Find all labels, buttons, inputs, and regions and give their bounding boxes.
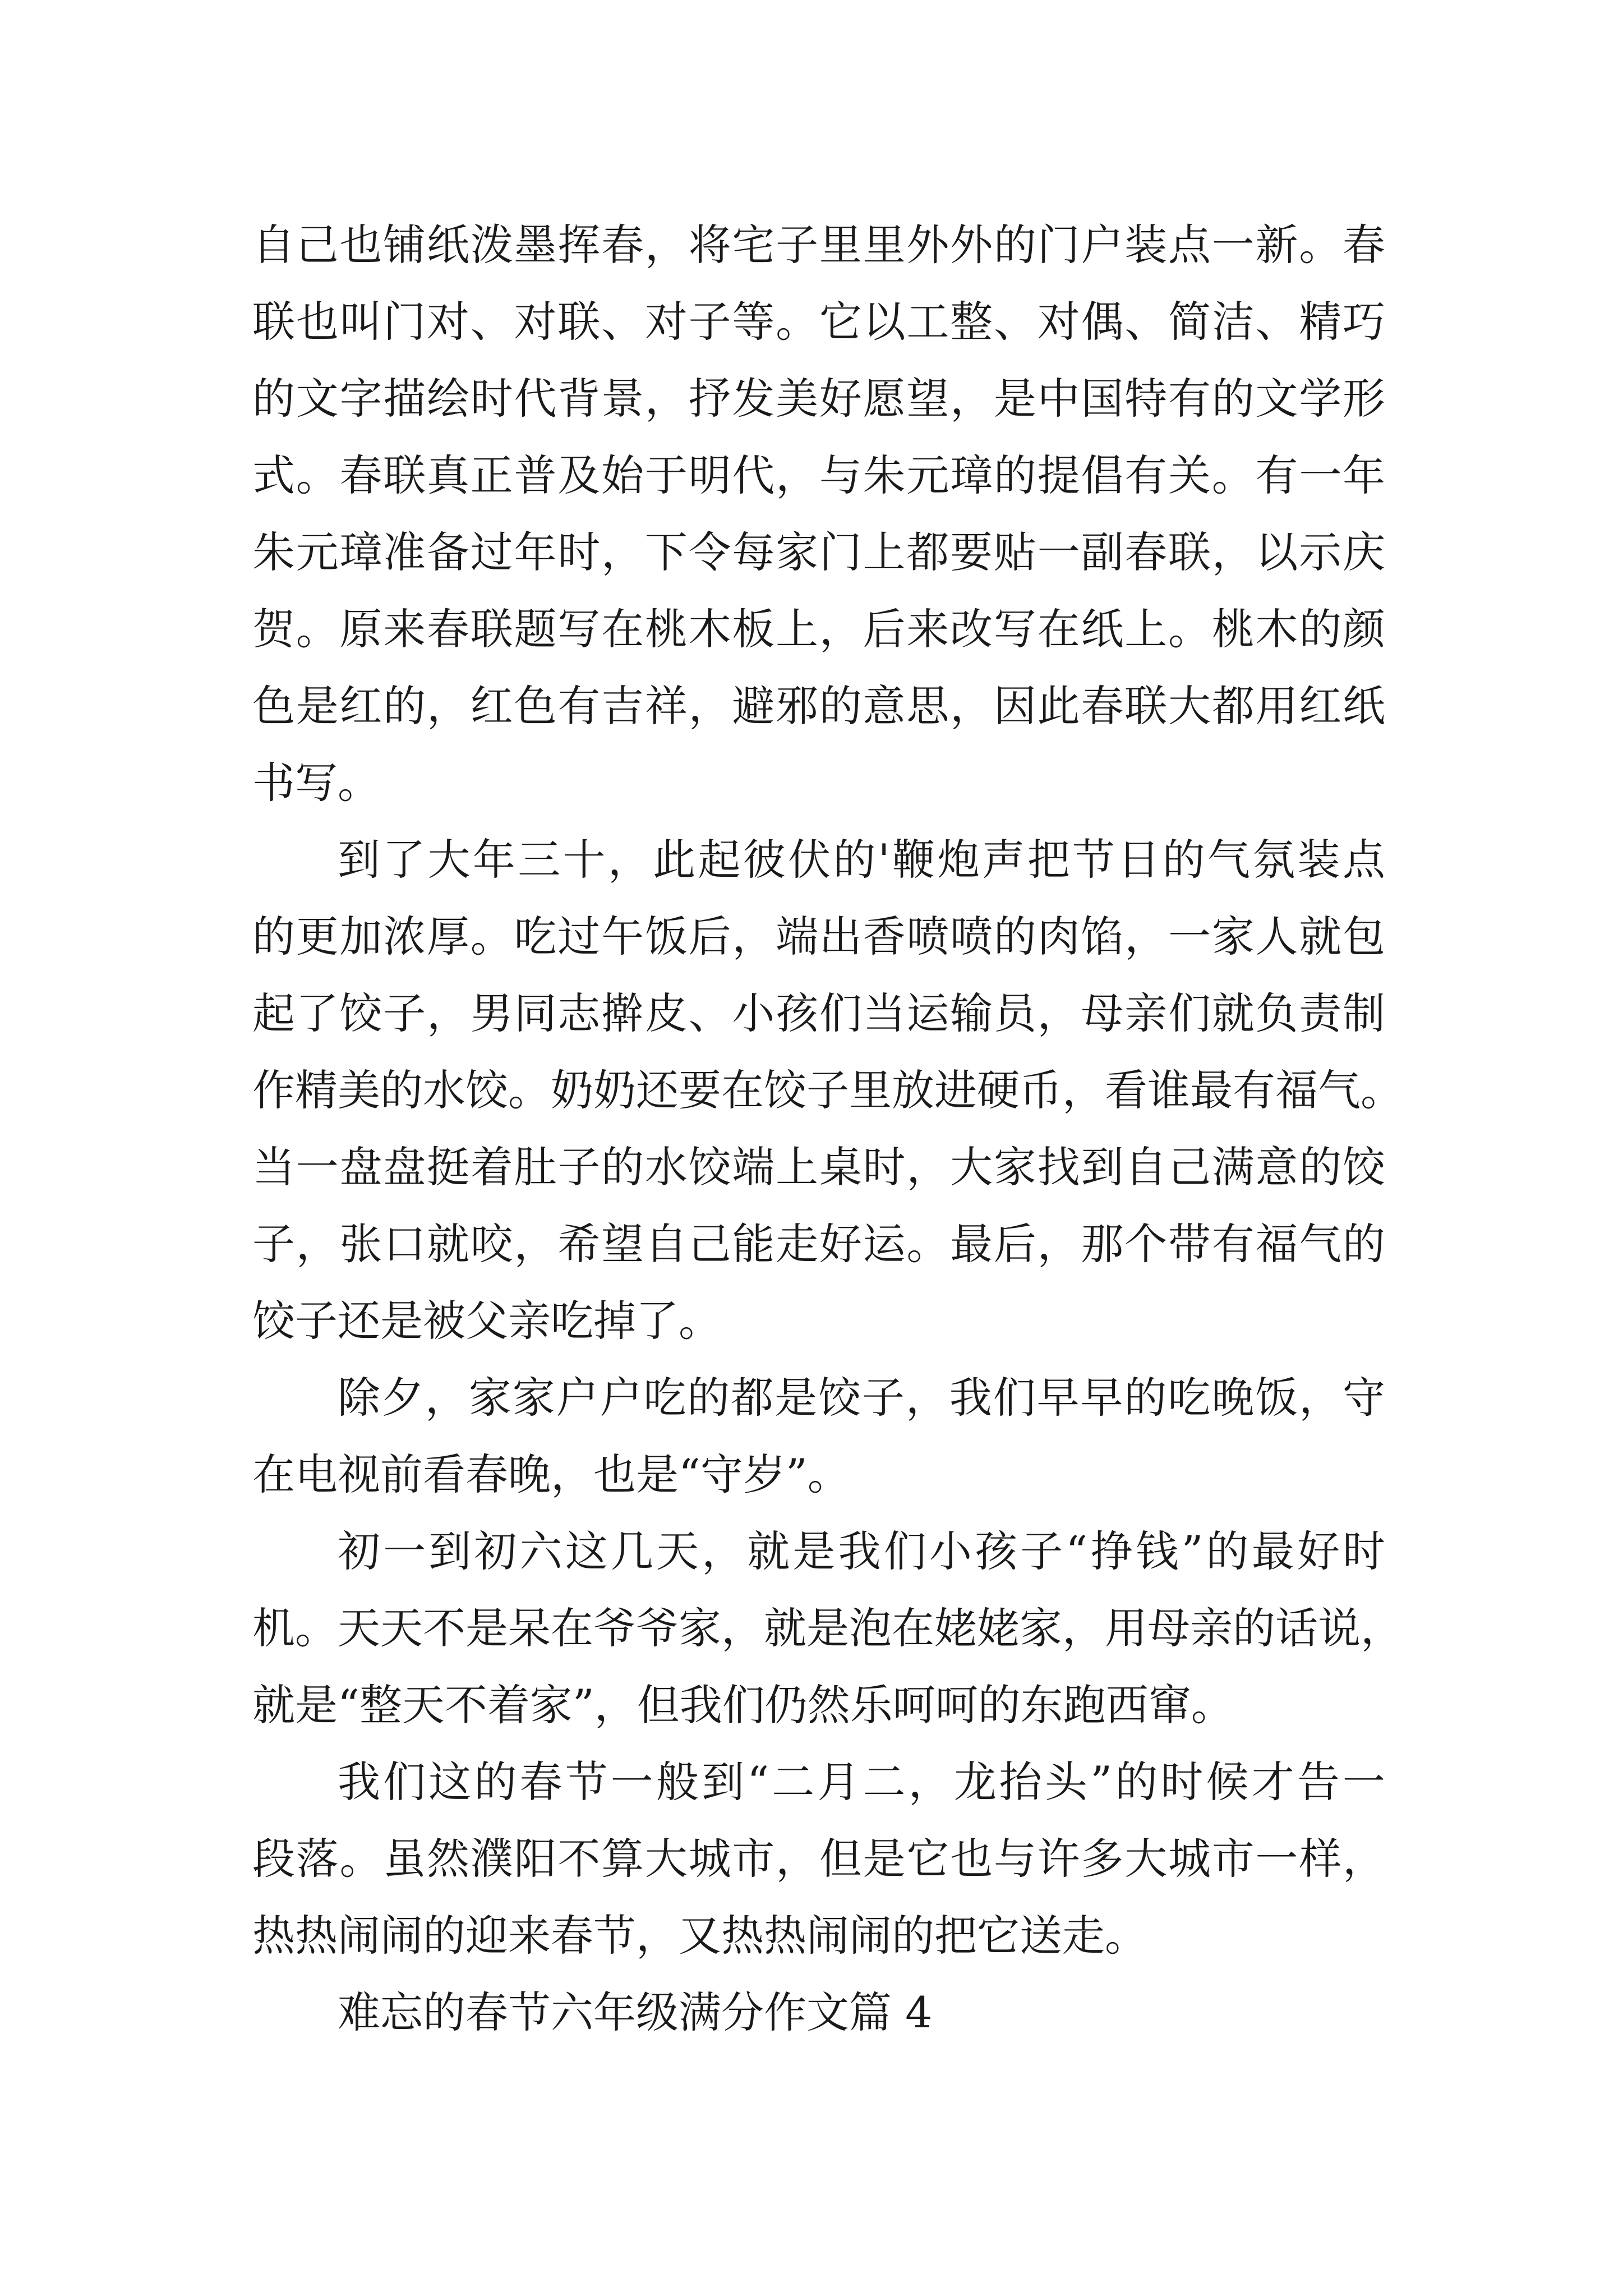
text-line: 自己也铺纸泼墨挥春，将宅子里里外外的门户装点一新。春 [252, 220, 1385, 270]
text-line: 初一到初六这几天，就是我们小孩子“挣钱”的最好时 [338, 1526, 1385, 1576]
text-line: 饺子还是被父亲吃掉了。 [252, 1296, 721, 1346]
paragraph [252, 821, 1403, 1359]
text-line: 在电视前看春晚，也是“守岁”。 [252, 1450, 850, 1499]
text-line: 到了大年三十，此起彼伏的'鞭炮声把节日的气氛装点 [338, 835, 1385, 885]
section-heading [252, 1974, 1385, 2051]
text-line: 就是“整天不着家”，但我们仍然乐呵呵的东跑西窜。 [252, 1680, 1234, 1730]
text-line: 朱元璋准备过年时，下令每家门上都要贴一副春联，以示庆 [252, 527, 1385, 577]
text-line: 色是红的，红色有吉祥，避邪的意思，因此春联大都用红纸 [252, 681, 1385, 731]
text-line: 的文字描绘时代背景，抒发美好愿望，是中国特有的文学形 [252, 374, 1385, 424]
heading-line: 难忘的春节六年级满分作文篇 4 [338, 1987, 933, 2037]
text-line: 热热闹闹的迎来春节，又热热闹闹的把它送走。 [252, 1911, 1147, 1961]
text-line: 机。天天不是呆在爷爷家，就是泡在姥姥家，用母亲的话说， [252, 1603, 1403, 1653]
paragraph [252, 1743, 1385, 1974]
text-line: 式。春联真正普及始于明代，与朱元璋的提倡有关。有一年 [252, 450, 1385, 500]
text-line: 除夕，家家户户吃的都是饺子，我们早早的吃晚饭，守 [338, 1373, 1385, 1423]
text-line: 作精美的水饺。奶奶还要在饺子里放进硬币，看谁最有福气。 [252, 1065, 1403, 1115]
text-line: 段落。虽然濮阳不算大城市，但是它也与许多大城市一样， [252, 1834, 1385, 1884]
text-line: 当一盘盘挺着肚子的水饺端上桌时，大家找到自己满意的饺 [252, 1142, 1385, 1192]
text-line: 书写。 [252, 758, 380, 808]
text-line: 我们这的春节一般到“二月二，龙抬头”的时候才告一 [338, 1757, 1385, 1807]
paragraph [252, 1359, 1385, 1513]
paragraph [252, 206, 1385, 821]
document-body [252, 206, 1403, 2051]
text-line: 子，张口就咬，希望自己能走好运。最后，那个带有福气的 [252, 1219, 1385, 1269]
paragraph [252, 1513, 1403, 1743]
text-line: 起了饺子，男同志擀皮、小孩们当运输员，母亲们就负责制 [252, 988, 1385, 1038]
text-line: 的更加浓厚。吃过午饭后，端出香喷喷的肉馅，一家人就包 [252, 912, 1385, 961]
text-line: 联也叫门对、对联、对子等。它以工整、对偶、简洁、精巧 [252, 297, 1385, 347]
text-line: 贺。原来春联题写在桃木板上，后来改写在纸上。桃木的颜 [252, 604, 1385, 654]
